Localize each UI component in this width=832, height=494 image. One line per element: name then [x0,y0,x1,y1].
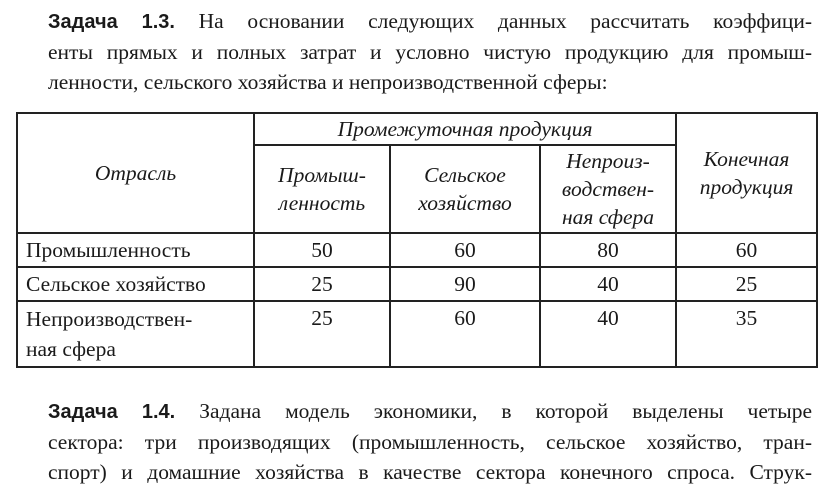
sector-data-table [16,112,818,368]
task-1-3-line-1: Задача 1.3. На основании следующих данных рассчитать коэффици- [48,9,813,33]
cell-value: 40 [540,267,676,301]
task-1-3-line-2: енты прямых и полных затрат и условно чистую продукцию для промыш- [48,40,812,64]
cell-value: 25 [254,267,390,301]
table-row [17,233,817,267]
cell-value: 60 [676,233,817,267]
cell-value: 90 [390,267,540,301]
header-intermediate-product: Промежуточная продукция [254,113,676,145]
row-name: Сельское хозяйство [17,267,254,301]
task-1-4-line-2: сектора: три производящих (промышленность, сельское хозяйство, тран- [48,430,812,454]
header-agriculture: Сельское хозяйство [390,145,540,233]
task-1-4-line-1: Задача 1.4. Задана модель экономики, в которой выделены четыре [48,399,813,423]
task-1-4-title: Задача 1.4. [48,401,176,423]
task-1-4-line-3: спорт) и домашние хозяйства в качестве сектора конечного спроса. Струк- [48,460,812,484]
cell-value: 25 [254,301,390,367]
cell-value: 50 [254,233,390,267]
header-final-product: Конечная продукция [676,113,817,233]
cell-value: 35 [676,301,817,367]
cell-value: 25 [676,267,817,301]
cell-value: 80 [540,233,676,267]
row-name: Промышленность [17,233,254,267]
table-row [17,301,817,367]
cell-value: 40 [540,301,676,367]
header-industry: Промыш- ленность [254,145,390,233]
task-1-4-paragraph [48,396,812,487]
task-1-3-title: Задача 1.3. [48,11,175,33]
header-nonproductive: Непроиз- водствен- ная сфера [540,145,676,233]
cell-value: 60 [390,233,540,267]
row-name: Непроизводствен- ная сфера [17,301,254,367]
cell-value: 60 [390,301,540,367]
task-1-3-line-3: ленности, сельского хозяйства и непроизводственной сферы: [48,70,608,94]
task-1-3-paragraph [48,6,812,97]
table-row [17,267,817,301]
header-sector: Отрасль [17,113,254,233]
